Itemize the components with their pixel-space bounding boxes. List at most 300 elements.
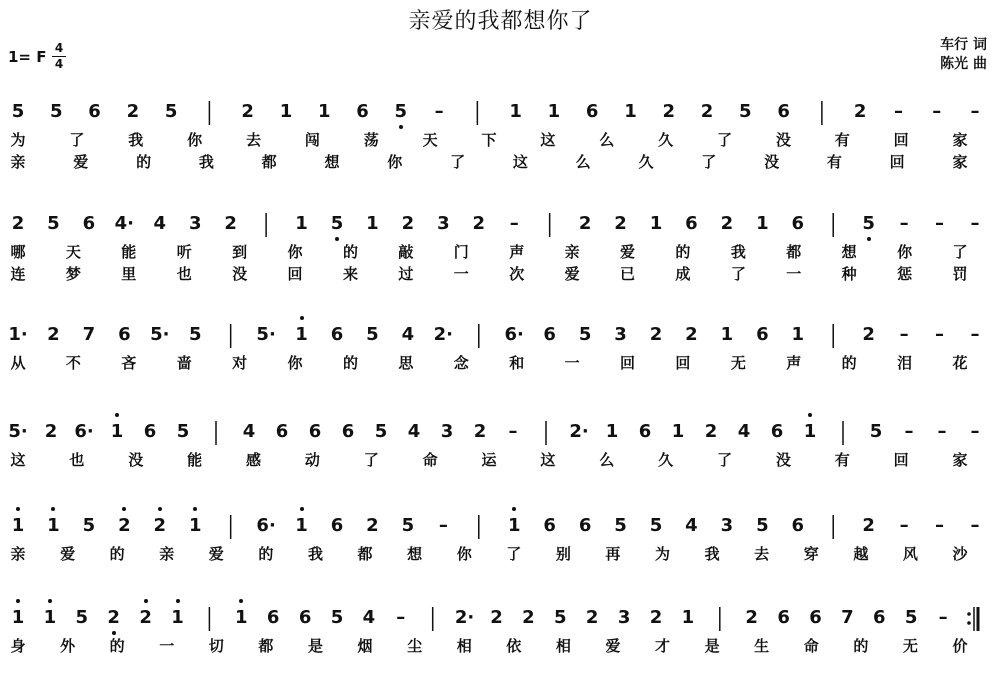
jianpu-note: 6 [308,421,322,442]
lyric-verse-1: 哪 [10,243,26,261]
jianpu-note: 6 [543,515,556,536]
dash-extension: – [899,324,909,345]
lyric-verse-1: 下 [481,131,497,149]
jianpu-note: 5 [554,607,567,628]
jianpu-note: 6 [756,324,769,345]
jianpu-note: 5 [578,324,592,345]
lyric-verse-1: 声 [786,354,802,372]
dash-extension: – [508,421,518,442]
lyric-verse-1: 的 [342,354,358,372]
lyric-verse-1: 也 [69,451,85,469]
notation-system [0,212,1001,298]
lyric-verse-1: 想 [407,545,423,563]
jianpu-note: 6 [685,213,698,234]
jianpu-note: 1 [791,324,805,345]
jianpu-note: 6 [88,101,101,122]
lyric-verse-2: 也 [176,265,192,283]
jianpu-note: 2 [685,324,698,345]
composer-credit: 陈光 曲 [940,56,987,72]
lyric-verse-1: 的 [853,637,869,655]
lyric-verse-1: 的 [342,243,358,261]
dash-extension: – [935,515,945,536]
jianpu-note: 5 [188,324,202,345]
lyric-verse-1: 这 [540,131,556,149]
lyric-verse-2: 了 [730,265,746,283]
lyric-verse-1: 你 [287,243,303,261]
jianpu-note: 2 [614,213,627,234]
jianpu-note: 1 [756,213,769,234]
lyric-verse-1: 相 [555,637,571,655]
jianpu-note: 4 [685,515,698,536]
jianpu-note: 1 [800,420,820,444]
lyric-verse-2: 成 [675,265,691,283]
notation-system [0,323,1001,409]
jianpu-note: 2· [433,324,454,345]
jianpu-note: 2 [241,101,254,122]
lyric-verse-2: 爱 [73,153,89,171]
dash-extension: – [434,101,444,122]
octave-dot-above [300,316,304,320]
jianpu-note: 5 [330,607,344,628]
lyricist-credit: 车行 词 [940,37,987,53]
jianpu-note: 1 [681,607,695,628]
lyric-verse-1: 没 [775,131,791,149]
jianpu-note: 5 [366,324,379,345]
lyric-verse-1: 久 [658,131,674,149]
lyric-verse-1: 我 [704,545,720,563]
lyric-verse-1: 一 [159,637,175,655]
dash-extension: – [970,324,980,345]
jianpu-note: 2 [578,213,592,234]
lyric-verse-1: 吝 [121,354,137,372]
jianpu-note: 5 [47,213,60,234]
jianpu-note: 1 [624,101,637,122]
lyric-verse-1: 能 [187,451,203,469]
octave-dot-above [193,507,197,511]
lyric-verse-1: 荡 [363,131,379,149]
lyric-verse-1: 没 [128,451,144,469]
jianpu-note: 2 [150,514,170,538]
time-signature-top: 4 [54,41,64,55]
lyric-verse-2: 回 [889,153,905,171]
jianpu-note: 1 [168,606,188,630]
jianpu-note: 1 [671,421,685,442]
notation-system [0,606,1001,692]
jianpu-note: 5 [401,515,415,536]
lyric-verse-1: 越 [853,545,869,563]
lyric-verse-1: 不 [65,354,81,372]
jianpu-note: 1 [292,323,312,347]
lyric-verse-2: 家 [952,153,968,171]
jianpu-note: 1 [366,213,379,234]
lyric-verse-2: 已 [620,265,636,283]
credits [940,36,987,74]
lyric-verse-1: 亲 [10,545,26,563]
jianpu-note: 1 [43,514,63,538]
lyric-verse-1: 了 [506,545,522,563]
lyric-verse-1: 有 [834,131,850,149]
jianpu-note: 6 [809,607,822,628]
lyric-verse-1: 家 [952,451,968,469]
lyric-verse-1: 价 [952,637,968,655]
lyric-verse-1: 对 [232,354,248,372]
jianpu-note: 2 [401,213,415,234]
jianpu-note: 2· [454,607,475,628]
jianpu-note: 6 [298,607,312,628]
lyric-verse-1: 我 [730,243,746,261]
lyric-verse-1: 声 [509,243,525,261]
jianpu-note: 5· [256,324,276,345]
lyric-verse-1: 和 [509,354,525,372]
octave-dot-below [867,237,871,241]
lyric-verse-1: 生 [754,637,770,655]
lyric-verse-1: 都 [786,243,802,261]
jianpu-note: 1 [8,606,28,630]
lyric-verse-2: 有 [826,153,842,171]
dash-extension: – [935,213,945,234]
lyric-verse-1: 爱 [620,243,636,261]
jianpu-note: 3 [614,324,627,345]
jianpu-note: 5 [649,515,663,536]
song-title: 亲爱的我都想你了 [408,9,593,34]
dash-extension: – [893,101,903,122]
notation-system [0,514,1001,600]
octave-dot-above [808,413,812,417]
lyric-verse-1: 能 [121,243,137,261]
jianpu-note: 6 [585,101,599,122]
lyric-verse-1: 别 [555,545,571,563]
lyric-verse-1: 思 [398,354,414,372]
jianpu-note: 2 [366,515,379,536]
octave-dot-above [176,599,180,603]
jianpu-note: 6 [777,607,790,628]
lyric-verse-2: 你 [387,153,403,171]
lyric-verse-2: 里 [121,265,137,283]
jianpu-note: 3 [188,213,202,234]
lyric-verse-1: 啬 [176,354,192,372]
lyric-verse-1: 回 [893,131,909,149]
octave-dot-below [399,125,403,129]
jianpu-note: 3 [437,213,450,234]
jianpu-note: 2 [745,607,758,628]
key-signature: 1= F [8,48,47,66]
jianpu-note: 2 [490,607,503,628]
jianpu-note: 2 [662,101,676,122]
lyric-verse-1: 的 [109,545,125,563]
lyric-verse-1: 我 [307,545,323,563]
jianpu-note: 2 [472,213,486,234]
lyric-verse-1: 的 [258,545,274,563]
jianpu-note: 4 [242,421,256,442]
jianpu-note: 5· [8,421,28,442]
jianpu-note: 6· [504,324,524,345]
jianpu-note: 6 [118,324,131,345]
jianpu-note: 1· [8,324,28,345]
dash-extension: – [899,515,909,536]
octave-dot-above [144,599,148,603]
octave-dot-above [300,507,304,511]
lyric-verse-2: 没 [764,153,780,171]
lyric-verse-2: 回 [287,265,303,283]
lyric-verse-1: 了 [363,451,379,469]
jianpu-note: 6 [356,101,369,122]
lyric-verse-2: 种 [841,265,857,283]
octave-dot-above [16,599,20,603]
jianpu-note: 2 [473,421,487,442]
lyric-verse-2: 梦 [65,265,81,283]
jianpu-note: 4 [362,607,376,628]
jianpu-note: 5 [11,101,25,122]
jianpu-note: 6 [543,324,556,345]
lyric-verse-1: 久 [658,451,674,469]
lyric-verse-1: 去 [754,545,770,563]
jianpu-note: 1 [547,101,561,122]
lyric-verse-1: 无 [902,637,918,655]
jianpu-note: 1 [605,421,619,442]
octave-dot-above [48,599,52,603]
lyric-verse-1: 么 [599,131,615,149]
jianpu-note: 1 [40,606,60,630]
lyric-verse-1: 切 [208,637,224,655]
jianpu-note: 1 [295,213,308,234]
octave-dot-below [335,237,339,241]
jianpu-note: 2 [853,101,867,122]
dash-extension: – [899,213,909,234]
octave-dot-above [16,507,20,511]
lyric-verse-1: 都 [258,637,274,655]
lyric-verse-1: 天 [65,243,81,261]
jianpu-note: 6 [341,421,355,442]
time-signature [52,42,66,71]
jianpu-note: 1 [107,420,127,444]
jianpu-note: 2 [649,324,663,345]
lyric-verse-1: 回 [675,354,691,372]
jianpu-note: 5 [391,100,411,124]
lyric-verse-2: 一 [786,265,802,283]
lyric-verse-2: 了 [450,153,466,171]
jianpu-note: 2 [649,607,663,628]
lyric-verse-1: 爱 [605,637,621,655]
lyric-verse-1: 回 [620,354,636,372]
lyric-verse-1: 门 [453,243,469,261]
jianpu-note: 4· [114,213,135,234]
lyric-verse-1: 没 [775,451,791,469]
lyric-verse-1: 外 [60,637,76,655]
octave-dot-above [51,507,55,511]
dash-extension: – [904,421,914,442]
lyric-verse-1: 去 [245,131,261,149]
dash-extension: – [938,607,948,628]
lyric-verse-2: 连 [10,265,26,283]
jianpu-note: 2 [862,515,875,536]
lyric-verse-2: 都 [261,153,277,171]
jianpu-note: 6 [143,421,157,442]
jianpu-note: 5 [859,212,879,236]
lyric-verse-1: 都 [357,545,373,563]
lyric-verse-2: 一 [453,265,469,283]
lyric-verse-1: 的 [109,637,125,655]
dash-extension: – [970,213,980,234]
lyric-verse-1: 这 [540,451,556,469]
lyric-verse-1: 风 [902,545,918,563]
lyric-verse-1: 身 [10,637,26,655]
jianpu-note: 2 [224,213,237,234]
jianpu-note: 6· [256,515,276,536]
jianpu-note: 5 [374,421,388,442]
jianpu-note: 6 [791,213,805,234]
jianpu-note: 5 [75,607,89,628]
jianpu-note: 6 [266,607,280,628]
lyric-verse-1: 穿 [803,545,819,563]
jianpu-note: 2 [704,421,718,442]
jianpu-note: 4 [737,421,751,442]
jianpu-note: 2 [104,606,124,630]
jianpu-note: 6 [770,421,784,442]
octave-dot-above [239,599,243,603]
lyric-verse-1: 是 [307,637,323,655]
dash-extension: – [970,421,980,442]
jianpu-note: 1 [185,514,205,538]
dash-extension: – [438,515,448,536]
dash-extension: – [509,213,519,234]
jianpu-note: 6 [777,101,790,122]
jianpu-note: 7 [82,324,96,345]
jianpu-note: 1 [317,101,331,122]
lyric-verse-1: 运 [481,451,497,469]
lyric-verse-1: 的 [841,354,857,372]
octave-dot-above [115,413,119,417]
lyric-verse-1: 闯 [304,131,320,149]
lyric-verse-1: 想 [841,243,857,261]
lyric-verse-2: 过 [398,265,414,283]
lyric-verse-2: 的 [136,153,152,171]
jianpu-note: 6 [82,213,96,234]
lyric-verse-2: 罚 [952,265,968,283]
octave-dot-above [122,507,126,511]
lyric-verse-1: 了 [952,243,968,261]
lyric-verse-2: 了 [701,153,717,171]
lyric-verse-1: 为 [10,131,26,149]
jianpu-note: 2 [136,606,156,630]
jianpu-note: 1 [509,101,522,122]
lyric-verse-1: 了 [716,131,732,149]
dash-extension: – [937,421,947,442]
jianpu-note: 6· [74,421,94,442]
lyric-verse-1: 天 [422,131,438,149]
lyric-verse-2: 爱 [564,265,580,283]
lyric-verse-1: 泪 [897,354,913,372]
repeat-dot [967,612,971,616]
jianpu-note: 5 [50,101,63,122]
lyric-verse-1: 命 [422,451,438,469]
jianpu-note: 5 [82,515,96,536]
jianpu-note: 3 [440,421,454,442]
lyric-verse-1: 听 [176,243,192,261]
lyric-verse-1: 烟 [357,637,373,655]
lyric-verse-2: 亲 [10,153,26,171]
lyric-verse-1: 是 [704,637,720,655]
lyric-verse-2: 来 [342,265,358,283]
jianpu-note: 2 [11,213,25,234]
jianpu-note: 2 [44,421,58,442]
jianpu-note: 5 [164,101,178,122]
time-signature-bottom: 4 [54,57,64,71]
lyric-verse-1: 亲 [159,545,175,563]
jianpu-note: 6 [330,324,344,345]
lyric-verse-1: 从 [10,354,26,372]
jianpu-note: 1 [279,101,293,122]
notation-system [0,100,1001,186]
jianpu-note: 5 [756,515,769,536]
lyric-verse-2: 我 [198,153,214,171]
jianpu-note: 5 [739,101,752,122]
lyric-verse-1: 感 [245,451,261,469]
jianpu-note: 6 [638,421,652,442]
lyric-verse-1: 你 [187,131,203,149]
lyric-verse-1: 亲 [564,243,580,261]
lyric-verse-1: 到 [232,243,248,261]
jianpu-note: 1 [504,514,524,538]
dash-extension: – [935,324,945,345]
dash-extension: – [970,515,980,536]
lyric-verse-1: 我 [128,131,144,149]
jianpu-note: 4 [407,421,421,442]
jianpu-note: 7 [841,607,854,628]
lyric-verse-1: 这 [10,451,26,469]
lyric-verse-2: 没 [232,265,248,283]
lyric-verse-1: 无 [730,354,746,372]
lyric-verse-1: 相 [456,637,472,655]
lyric-verse-1: 爱 [60,545,76,563]
jianpu-note: 1 [720,324,734,345]
jianpu-note: 6 [330,515,344,536]
jianpu-note: 6 [873,607,886,628]
lyric-verse-1: 了 [69,131,85,149]
lyric-verse-1: 回 [893,451,909,469]
lyric-verse-2: 这 [512,153,528,171]
lyric-verse-1: 命 [803,637,819,655]
dash-extension: – [932,101,942,122]
lyric-verse-1: 家 [952,131,968,149]
jianpu-note: 2 [522,607,535,628]
lyric-verse-1: 你 [897,243,913,261]
jianpu-note: 2 [585,607,599,628]
lyric-verse-1: 你 [456,545,472,563]
jianpu-note: 2 [114,514,134,538]
lyric-verse-2: 惩 [897,265,913,283]
octave-dot-above [158,507,162,511]
lyric-verse-1: 你 [287,354,303,372]
lyric-verse-1: 一 [564,354,580,372]
jianpu-note: 1 [649,213,663,234]
lyric-verse-1: 尘 [407,637,423,655]
lyric-verse-2: 想 [324,153,340,171]
lyric-verse-1: 敲 [398,243,414,261]
jianpu-note: 2· [569,421,589,442]
dash-extension: – [970,101,980,122]
jianpu-note: 1 [231,606,251,630]
jianpu-note: 1 [8,514,28,538]
octave-dot-below [112,631,116,635]
jianpu-note: 2 [700,101,714,122]
jianpu-note: 2 [862,324,875,345]
lyric-verse-1: 么 [599,451,615,469]
lyric-verse-2: 久 [638,153,654,171]
jianpu-note: 6 [275,421,289,442]
repeat-dot [967,621,971,625]
lyric-verse-1: 沙 [952,545,968,563]
jianpu-note: 6 [791,515,805,536]
